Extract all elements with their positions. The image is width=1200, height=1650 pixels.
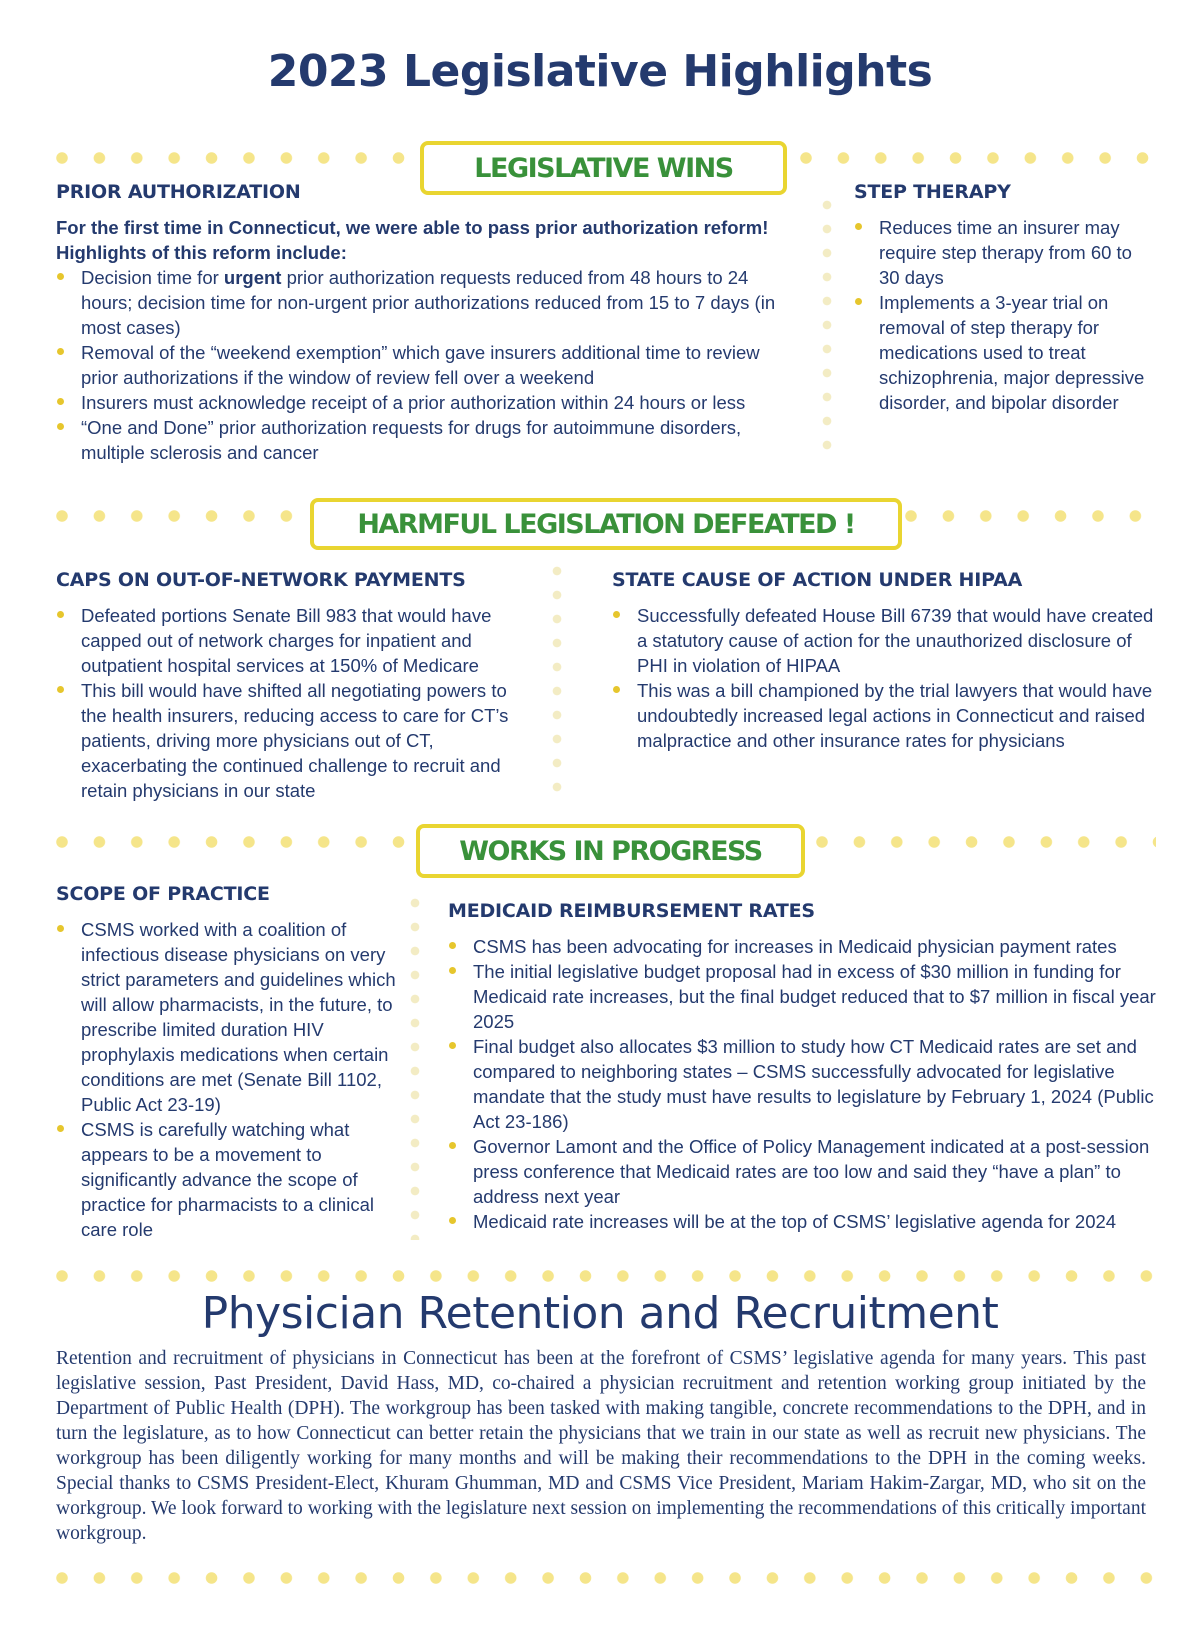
section-heading-prior-authorization: PRIOR AUTHORIZATION xyxy=(56,181,301,203)
hipaa-list xyxy=(612,603,1157,753)
list-item: CSMS has been advocating for increases in Medicaid physician payment rates xyxy=(448,934,1160,959)
list-item: This was a bill championed by the trial lawyers that would have undoubtedly increased legal actions in Connecticut and raised malpractice and other insurance rates for physicians xyxy=(612,678,1157,753)
list-item: Successfully defeated House Bill 6739 that would have created a statutory cause of action for the unauthorized disclosure of PHI in violation of HIPAA xyxy=(612,603,1157,678)
banner-legislative-wins: LEGISLATIVE WINS xyxy=(420,141,787,195)
dotted-column-divider xyxy=(552,566,562,798)
dot-divider xyxy=(56,152,408,164)
list-item: Implements a 3-year trial on removal of step therapy for medications used to treat schizophrenia, major depressive disorder, and bipolar disorder xyxy=(854,290,1154,415)
list-item: Reduces time an insurer may require step therapy from 60 to 30 days xyxy=(854,215,1154,290)
retention-title: Physician Retention and Recruitment xyxy=(201,1288,999,1339)
section-heading-medicaid: MEDICAID REIMBURSEMENT RATES xyxy=(448,900,815,922)
list-item: Final budget also allocates $3 million to study how CT Medicaid rates are set and compared to neighboring states – CSMS successfully advocated for legislative mandate that the study must have results to legislature by February 1, 2024 (Public Act 23-186) xyxy=(448,1034,1160,1134)
caps-section xyxy=(56,603,516,803)
list-item: Removal of the “weekend exemption” which gave insurers additional time to review prior authorizations if the window of review fell over a weekend xyxy=(56,340,801,390)
dot-divider xyxy=(56,836,408,848)
scope-list xyxy=(56,917,396,1242)
list-item: Insurers must acknowledge receipt of a prior authorization within 24 hours or less xyxy=(56,390,801,415)
hipaa-section xyxy=(612,603,1157,753)
list-item: The initial legislative budget proposal had in excess of $30 million in funding for Medicaid rate increases, but the final budget reduced that to $7 million in fiscal year 2025 xyxy=(448,959,1160,1034)
section-heading-scope-of-practice: SCOPE OF PRACTICE xyxy=(56,883,270,905)
medicaid-section xyxy=(448,934,1160,1234)
medicaid-list xyxy=(448,934,1160,1234)
section-heading-caps-out-of-network: CAPS ON OUT-OF-NETWORK PAYMENTS xyxy=(56,569,466,591)
emphasis-urgent: urgent xyxy=(223,267,282,288)
list-item: Governor Lamont and the Office of Policy Management indicated at a post-session press conference that Medicaid rates are too low and said they “have a plan” to address next year xyxy=(448,1134,1160,1209)
prior-authorization-section xyxy=(56,215,801,465)
dot-divider xyxy=(800,152,1152,164)
step-therapy-section xyxy=(854,215,1154,415)
dotted-column-divider xyxy=(410,898,420,1240)
page-title: 2023 Legislative Highlights xyxy=(267,46,933,97)
section-heading-hipaa: STATE CAUSE OF ACTION UNDER HIPAA xyxy=(612,569,1023,591)
dot-divider xyxy=(905,510,1155,522)
prior-authorization-intro: For the first time in Connecticut, we were able to pass prior authorization reform! Highlights of this reform include: xyxy=(56,217,769,263)
list-item: CSMS is carefully watching what appears to be a movement to significantly advance the scope of practice for pharmacists to a clinical care role xyxy=(56,1117,396,1242)
dotted-column-divider xyxy=(822,200,832,455)
list-item: “One and Done” prior authorization requests for drugs for autoimmune disorders, multiple sclerosis and cancer xyxy=(56,415,801,465)
scope-section xyxy=(56,917,396,1242)
dot-divider xyxy=(816,836,1156,848)
list-item: Defeated portions Senate Bill 983 that would have capped out of network charges for inpatient and outpatient hospital services at 150% of Medicare xyxy=(56,603,516,678)
banner-harmful-legislation-defeated: HARMFUL LEGISLATION DEFEATED ! xyxy=(310,498,902,550)
dot-divider xyxy=(56,510,306,522)
list-item: Decision time for urgent prior authorization requests reduced from 48 hours to 24 hours; decision time for non-urgent prior authorizations reduced from 15 to 7 days (in most cases) xyxy=(56,265,801,340)
prior-authorization-list xyxy=(56,265,801,465)
dot-divider xyxy=(56,1270,1156,1282)
step-therapy-list xyxy=(854,215,1154,415)
list-item: CSMS worked with a coalition of infectious disease physicians on very strict parameters and guidelines which will allow pharmacists, in the future, to prescribe limited duration HIV prophylaxis medications when certain conditions are met (Senate Bill 1102, Public Act 23-19) xyxy=(56,917,396,1117)
retention-body: Retention and recruitment of physicians in Connecticut has been at the forefront of CSMS’ legislative agenda for many years. This past legislative session, Past President, David Hass, MD, co-chaired a physician recruitment and retention working group initiated by the Department of Public Health (DPH). The workgroup has been tasked with making tangible, concrete recommendations to the DPH, and in turn the legislature, as to how Connecticut can better retain the physicians that we train in our state as well as recruit new physicians. The workgroup has been diligently working for many months and will be making their recommendations to the DPH in the coming weeks. Special thanks to CSMS President-Elect, Khuram Ghumman, MD and CSMS Vice President, Mariam Hakim-Zargar, MD, who sit on the workgroup. We look forward to working with the legislature next session on implementing the recommendations of this critically important workgroup. xyxy=(56,1348,1146,1544)
list-item: This bill would have shifted all negotiating powers to the health insurers, reducing access to care for CT’s patients, driving more physicians out of CT, exacerbating the continued challenge to recruit and retain physicians in our state xyxy=(56,678,516,803)
banner-works-in-progress: WORKS IN PROGRESS xyxy=(416,824,805,878)
list-item: Medicaid rate increases will be at the top of CSMS’ legislative agenda for 2024 xyxy=(448,1209,1160,1234)
caps-list xyxy=(56,603,516,803)
dot-divider xyxy=(56,1572,1156,1584)
section-heading-step-therapy: STEP THERAPY xyxy=(854,181,1011,203)
